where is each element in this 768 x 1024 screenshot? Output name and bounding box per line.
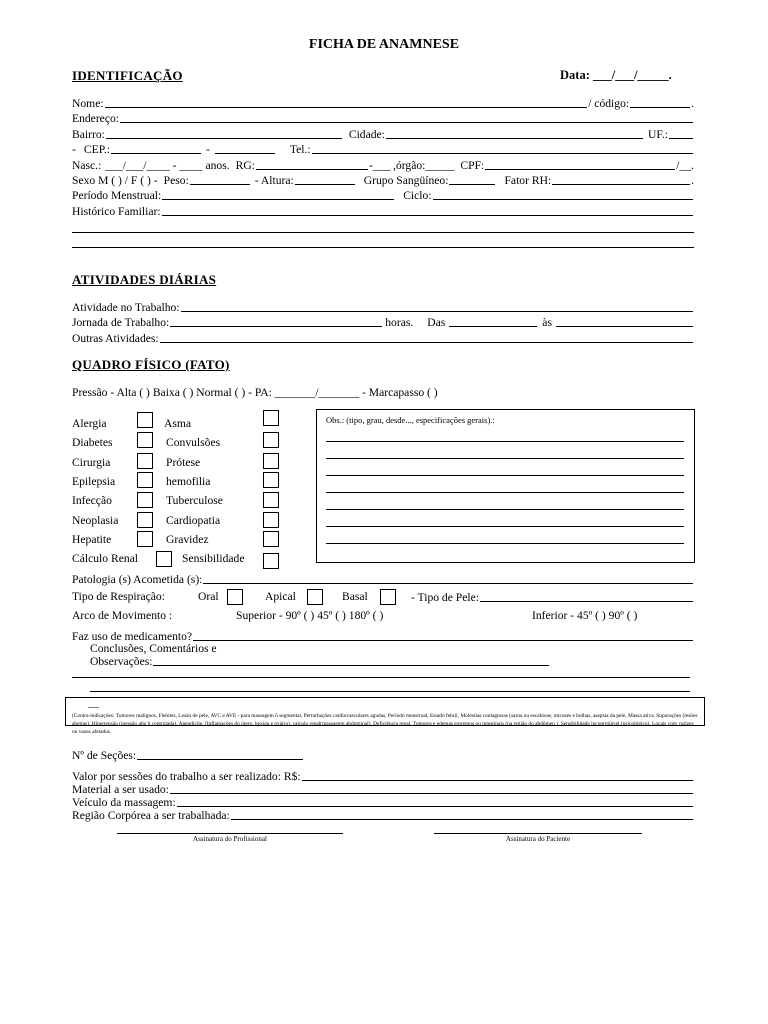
trabalho-label: Atividade no Trabalho: [72,301,180,314]
medicamento-field[interactable] [193,640,693,641]
secoes-label: Nº de Seções: [72,749,137,762]
condition-label-neoplasia: Neoplasia [72,514,119,527]
checkbox-epilepsia[interactable] [137,472,153,488]
section-quadro-heading: QUADRO FÍSICO (FATO) [72,357,230,372]
historico-row [72,204,694,219]
observacoes-field[interactable] [153,665,549,666]
uf-label: UF.: [647,128,668,141]
checkbox-cirurgia[interactable] [137,453,153,469]
bairro-row [72,127,694,142]
respiracao-oral-label: Oral [198,590,219,603]
checkbox-asma[interactable] [263,410,279,426]
uf-field[interactable] [669,138,693,139]
peso-label: Peso: [163,174,189,187]
checkbox-tuberculose[interactable] [263,492,279,508]
bairro-field[interactable] [106,138,342,139]
observations-line-5[interactable] [326,509,684,510]
grupo-sanguineo-label: Grupo Sangüíneo: [363,174,449,187]
tel-field[interactable] [312,153,693,154]
nasc-label: Nasc.: [72,159,102,172]
respiracao-apical-label: Apical [265,590,296,603]
checkbox-respiracao-apical[interactable] [307,589,323,605]
trabalho-row [72,300,694,315]
tipo-pele-row [411,590,694,605]
observations-line-3[interactable] [326,475,684,476]
condition-label-diabetes: Diabetes [72,436,113,449]
contraindications-text: (Contra-indicações: Tumores malignos, Flebites, Lesão de pele, AVC e AVE - para massagem ñ segmentar, Perturbações cardiovasculares agudas, Período menstrual, Estado febril, Moléstias contagiosas (sarna ou escabiose, micoses e bolhas, asepsia da pele, Massa ativa, Supurações (lesões abertas), Hipertensão (pressão alta ñ controlada), Apendicite, (Inflamações do útero, bexiga e ovário), calculo renal(massagem abdominal), Deficiência renal, Tumores e edemas extremos ou intestinais (na região do abdômen ), Sensibilidade incontrolável (psicológico), Locais com varizes ou vasos afetados. [72,713,698,735]
checkbox-protese[interactable] [263,453,279,469]
sexo-row [72,173,694,188]
cep-suffix-field[interactable] [215,153,275,154]
grupo-sanguineo-field[interactable] [449,184,495,185]
condition-label-cirurgia: Cirurgia [72,456,111,469]
checkbox-respiracao-oral[interactable] [227,589,243,605]
historico-line-3[interactable] [72,247,694,248]
condition-label-alergia: Alergia [72,417,107,430]
regiao-label: Região Corpórea a ser trabalhada: [72,809,230,822]
arco-inferior-options[interactable]: Inferior - 45º ( ) 90º ( ) [532,609,638,622]
respiracao-basal-label: Basal [342,590,368,603]
checkbox-sensibilidade[interactable] [263,553,279,569]
periodo-field[interactable] [162,199,394,200]
tel-label: Tel.: [289,143,311,156]
rg-label: RG: [235,159,255,172]
condition-label-infeccao: Infecção [72,494,112,507]
checkbox-hemofilia[interactable] [263,472,279,488]
condition-label-gravidez: Gravidez [166,533,209,546]
historico-field[interactable] [162,215,693,216]
conclusoes-label: Conclusões, Comentários e [90,642,217,655]
nome-row: Nome: / código: . [72,97,694,110]
checkbox-alergia[interactable] [137,412,153,428]
cidade-label: Cidade: [348,128,385,141]
secoes-field[interactable] [137,759,303,760]
condition-label-tuberculose: Tuberculose [166,494,223,507]
regiao-row [72,808,694,823]
patologia-field[interactable] [203,583,693,584]
endereco-field[interactable] [120,122,693,123]
checkbox-calculo-renal[interactable] [156,551,172,567]
condition-label-epilepsia: Epilepsia [72,475,116,488]
as-label: às [542,316,552,329]
nome-label: Nome: [72,97,104,110]
trabalho-field[interactable] [181,311,693,312]
observations-line-1[interactable] [326,441,684,442]
nasc-row [72,158,694,173]
regiao-field[interactable] [231,819,693,820]
checkbox-diabetes[interactable] [137,432,153,448]
material-label: Material a ser usado: [72,783,169,796]
respiracao-label: Tipo de Respiração: [72,590,165,603]
fator-rh-tail: . [691,174,694,187]
signature-professional[interactable]: Assinatura do Profissional [117,833,343,843]
rg-field[interactable] [256,169,368,170]
checkbox-hepatite[interactable] [137,531,153,547]
cep-separator: - [205,143,210,156]
outras-field[interactable] [160,342,693,343]
signature-patient[interactable]: Assinatura do Paciente [434,833,642,843]
cep-dash: - [72,143,76,156]
material-field[interactable] [170,793,693,794]
observations-line-7[interactable] [326,543,684,544]
condition-label-calculo-renal: Cálculo Renal [72,552,139,565]
fator-rh-field[interactable] [552,184,690,185]
ciclo-field[interactable] [433,199,693,200]
jornada-label: Jornada de Trabalho: [72,316,170,329]
tipo-pele-label: - Tipo de Pele: [411,591,479,604]
jornada-row [72,315,694,330]
form-title: FICHA DE ANAMNESE [308,37,460,52]
date-label: Data: [560,68,590,82]
historico-label: Histórico Familiar: [72,205,161,218]
observations-box[interactable] [316,409,695,563]
observacoes-label: Observações: [90,655,153,668]
observations-line-6[interactable] [326,526,684,527]
contraindications-dash: __ [88,697,99,709]
outras-row [72,331,694,346]
cpf-label: CPF: [460,159,485,172]
patologia-label: Patologia (s) Acometida (s): [72,573,203,586]
observations-title: Obs.: (tipo, grau, desde..., especificações gerais).: [326,415,495,425]
observacoes-line-3[interactable] [90,691,690,692]
patologia-row [72,572,694,587]
condition-label-sensibilidade: Sensibilidade [182,552,245,565]
valor-label: Valor por sessões do trabalho a ser realizado: R$: [72,770,301,783]
pressao-row[interactable]: Pressão - Alta ( ) Baixa ( ) Normal ( ) - PA: _______/_______ - Marcapasso ( ) [72,386,438,399]
as-field[interactable] [556,326,693,327]
date-field[interactable] [560,68,672,83]
peso-field[interactable] [190,184,250,185]
das-label: Das [427,316,446,329]
checkbox-cardiopatia[interactable] [263,512,279,528]
contraindications-box [65,697,705,735]
codigo-field[interactable] [630,107,690,108]
checkbox-gravidez[interactable] [263,531,279,547]
observations-line-4[interactable] [326,492,684,493]
section-atividades-heading: ATIVIDADES DIÁRIAS [72,272,217,287]
historico-line-2[interactable] [72,232,694,233]
date-blanks: ___/___/_____. [592,68,672,82]
codigo-label: / código: [588,97,630,110]
nome-field[interactable] [105,107,588,108]
condition-label-cardiopatia: Cardiopatia [166,514,221,527]
horas-label: horas. [385,316,414,329]
ciclo-label: Ciclo: [403,189,432,202]
cidade-field[interactable] [386,138,643,139]
jornada-field[interactable] [170,326,382,327]
cep-field[interactable] [111,153,201,154]
section-identificacao-heading: IDENTIFICAÇÃO [72,68,183,83]
altura-field[interactable] [295,184,355,185]
arco-movimento-label: Arco de Movimento : [72,609,173,622]
endereco-label: Endereço: [72,112,119,125]
checkbox-infeccao[interactable] [137,492,153,508]
cep-label: CEP.: [83,143,110,156]
outras-label: Outras Atividades: [72,332,159,345]
valor-field[interactable] [302,780,693,781]
observacoes-row [90,654,550,669]
checkbox-neoplasia[interactable] [137,512,153,528]
sexo-options[interactable]: Sexo M ( ) / F ( ) - [72,174,158,187]
periodo-label: Período Menstrual: [72,189,162,202]
veiculo-label: Veículo da massagem: [72,796,176,809]
condition-label-asma: Asma [164,417,192,430]
medicamento-label: Faz uso de medicamento? [72,630,193,643]
fator-rh-label: Fator RH: [504,174,552,187]
condition-label-hepatite: Hepatite [72,533,112,546]
cpf-field[interactable] [485,169,675,170]
observations-line-2[interactable] [326,458,684,459]
checkbox-respiracao-basal[interactable] [380,589,396,605]
checkbox-convulsoes[interactable] [263,432,279,448]
nasc-field[interactable]: ___/___/____ - ____ anos. [105,159,230,172]
cpf-tail: /__. [676,159,694,172]
das-field[interactable] [449,326,537,327]
arco-superior-options[interactable]: Superior - 90º ( ) 45º ( ) 180º ( ) [236,609,384,622]
tipo-pele-field[interactable] [480,601,693,602]
condition-label-protese: Prótese [166,456,201,469]
bairro-label: Bairro: [72,128,105,141]
condition-label-convulsoes: Convulsões [166,436,221,449]
endereco-row [72,111,694,126]
rg-orgao-field[interactable]: -___ ,órgão:_____ [368,159,455,172]
periodo-row [72,188,694,203]
altura-label: - Altura: [254,174,294,187]
condition-label-hemofilia: hemofilia [166,475,211,488]
cep-row [72,142,694,157]
observacoes-line-2[interactable] [72,677,690,678]
secoes-row [72,748,304,763]
veiculo-field[interactable] [177,806,693,807]
